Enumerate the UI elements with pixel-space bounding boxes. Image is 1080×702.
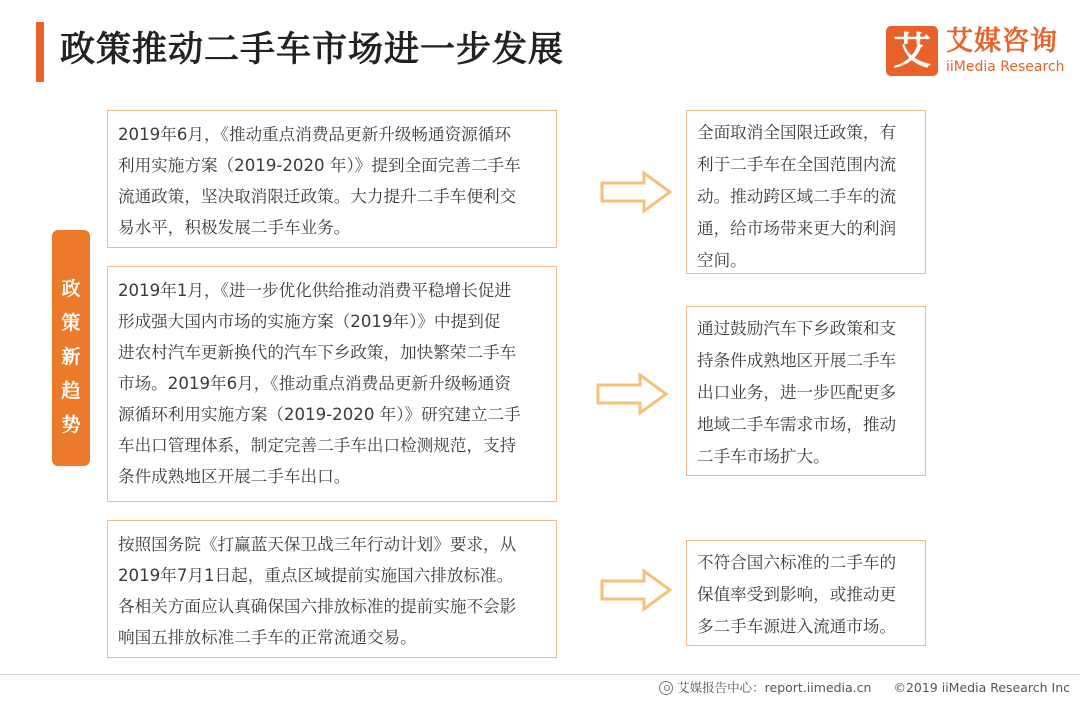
policy-line: 2019年1月，《进一步优化供给推动消费平稳增长促进 <box>118 281 511 300</box>
effect-line: 持条件成熟地区开展二手车 <box>697 351 897 370</box>
right-arrow-icon <box>600 568 672 612</box>
policy-box-3 <box>107 520 557 658</box>
footer-divider <box>0 674 1080 675</box>
policy-line: 易水平，积极发展二手车业务。 <box>118 218 351 237</box>
effect-line: 保值率受到影响，或推动更 <box>697 585 897 604</box>
right-arrow-icon <box>596 372 668 416</box>
policy-line: 市场。2019年6月，《推动重点消费品更新升级畅通资 <box>118 374 511 393</box>
side-tag-char: 趋 <box>61 380 81 402</box>
policy-line: 利用实施方案（2019-2020 年）》提到全面完善二手车 <box>118 156 521 175</box>
policy-line: 响国五排放标准二手车的正常流通交易。 <box>118 628 417 647</box>
effect-box-1 <box>686 110 926 274</box>
side-tag-char: 新 <box>61 346 81 368</box>
right-arrow-icon <box>600 170 672 214</box>
effect-box-2 <box>686 306 926 476</box>
policy-line: 按照国务院《打赢蓝天保卫战三年行动计划》要求，从 <box>118 535 517 554</box>
effect-line: 地域二手车需求市场，推动 <box>697 415 897 434</box>
footer-source: 艾媒报告中心：report.iimedia.cn <box>677 680 872 695</box>
policy-line: 车出口管理体系，制定完善二手车出口检测规范，支持 <box>118 436 517 455</box>
policy-line: 形成强大国内市场的实施方案（2019年）》中提到促 <box>118 312 501 331</box>
page-title: 政策推动二手车市场进一步发展 <box>60 30 565 70</box>
effect-line: 二手车市场扩大。 <box>697 447 830 466</box>
side-tag-char: 势 <box>61 414 81 436</box>
effect-line: 利于二手车在全国范围内流 <box>697 155 897 174</box>
logo-name-cn: 艾媒咨询 <box>946 26 1058 57</box>
iimedia-footer-icon <box>659 681 673 695</box>
side-tag-char: 政 <box>61 278 81 300</box>
logo-mark-icon: 艾 <box>886 26 938 76</box>
effect-line: 不符合国六标准的二手车的 <box>697 553 897 572</box>
policy-line: 源循环利用实施方案（2019-2020 年）》研究建立二手 <box>118 405 521 424</box>
footer <box>659 680 1070 696</box>
policy-box-2 <box>107 266 557 502</box>
title-accent-bar <box>36 22 44 82</box>
effect-line: 通，给市场带来更大的利润 <box>697 219 897 238</box>
effect-line: 动。推动跨区域二手车的流 <box>697 187 897 206</box>
policy-line: 各相关方面应认真确保国六排放标准的提前实施不会影 <box>118 597 517 616</box>
policy-line: 2019年6月，《推动重点消费品更新升级畅通资源循环 <box>118 125 511 144</box>
policy-line: 流通政策，坚决取消限迁政策。大力提升二手车便利交 <box>118 187 517 206</box>
effect-line: 空间。 <box>697 251 747 270</box>
footer-copyright: ©2019 iiMedia Research Inc <box>893 680 1070 695</box>
effect-line: 通过鼓励汽车下乡政策和支 <box>697 319 897 338</box>
side-tag-policy-trend <box>52 230 90 466</box>
effect-line: 出口业务，进一步匹配更多 <box>697 383 897 402</box>
policy-line: 进农村汽车更新换代的汽车下乡政策，加快繁荣二手车 <box>118 343 517 362</box>
effect-line: 全面取消全国限迁政策，有 <box>697 123 897 142</box>
effect-line: 多二手车源进入流通市场。 <box>697 617 897 636</box>
side-tag-char: 策 <box>61 312 81 334</box>
policy-line: 条件成熟地区开展二手车出口。 <box>118 467 351 486</box>
effect-box-3 <box>686 540 926 646</box>
logo-name-en: iiMedia Research <box>946 59 1065 75</box>
iimedia-logo <box>886 26 1066 80</box>
policy-line: 2019年7月1日起，重点区域提前实施国六排放标准。 <box>118 566 514 585</box>
policy-box-1 <box>107 110 557 248</box>
